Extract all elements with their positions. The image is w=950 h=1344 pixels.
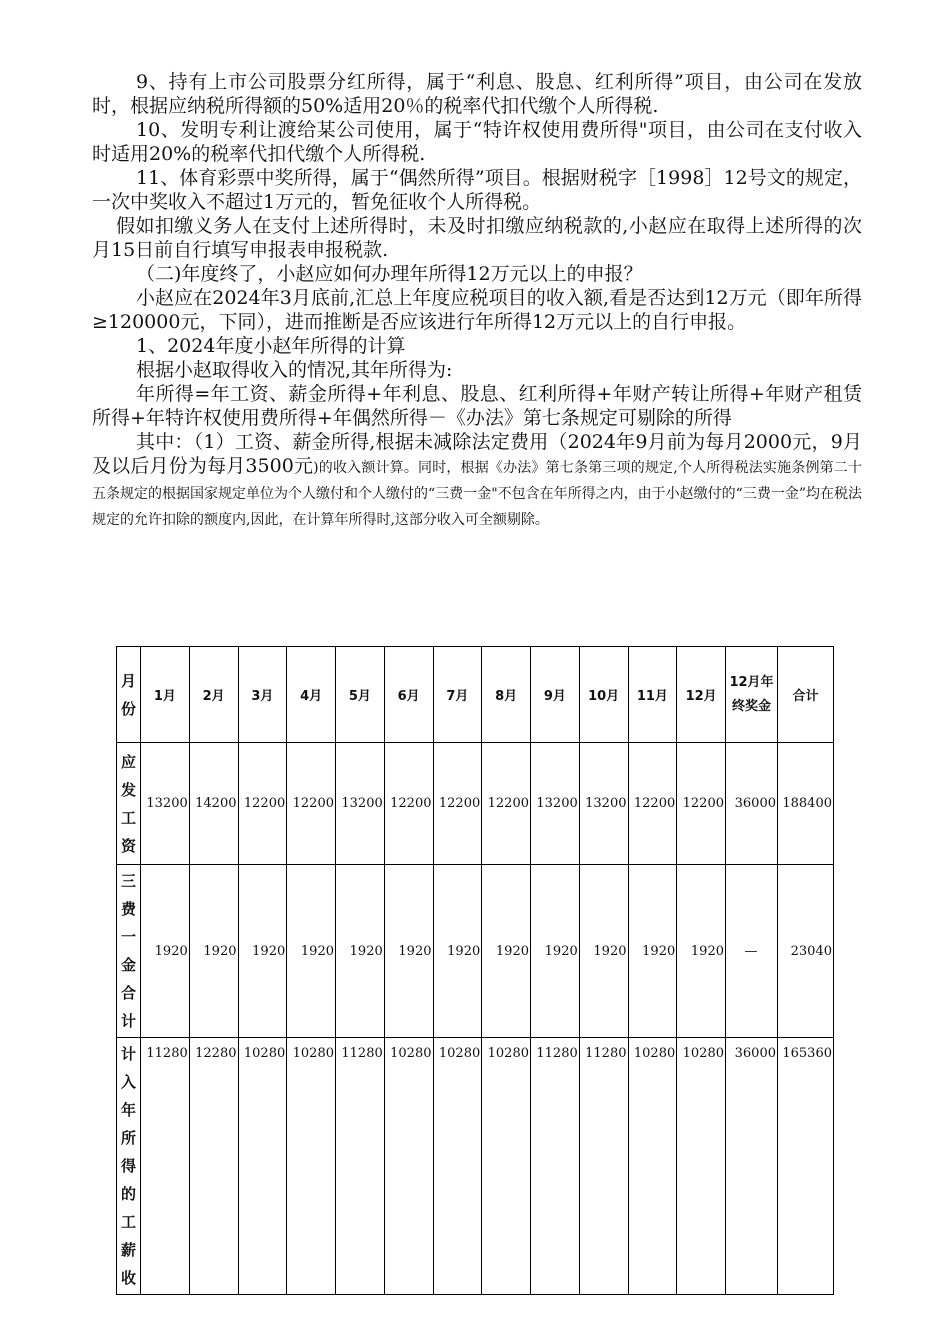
table-cell: 1920 <box>482 865 531 1038</box>
table-cell: 14200 <box>189 743 238 865</box>
table-cell-total: 165360 <box>778 1038 834 1295</box>
table-cell: 12200 <box>433 743 482 865</box>
subheading-annual-income-calc: 1、2024年度小赵年所得的计算 <box>136 335 406 357</box>
table-cell: 1920 <box>141 865 190 1038</box>
table-cell: 12200 <box>384 743 433 865</box>
table-cell: 10280 <box>384 1038 433 1295</box>
table-header-row <box>117 647 834 743</box>
table-cell-total: 23040 <box>778 865 834 1038</box>
table-cell: 13200 <box>336 743 385 865</box>
column-header: 12月 <box>677 647 726 743</box>
table-cell: 1920 <box>628 865 677 1038</box>
table-cell: 10280 <box>287 1038 336 1295</box>
table-cell: — <box>726 865 778 1038</box>
table-cell: 1920 <box>531 865 580 1038</box>
column-header: 10月 <box>579 647 628 743</box>
column-header: 11月 <box>628 647 677 743</box>
table-cell: 13200 <box>141 743 190 865</box>
table-cell: 10280 <box>238 1038 287 1295</box>
table-cell-total: 188400 <box>778 743 834 865</box>
table-cell: 11280 <box>141 1038 190 1295</box>
paragraph-income-intro: 根据小赵取得收入的情况,其年所得为: <box>136 359 453 381</box>
table-cell: 11280 <box>531 1038 580 1295</box>
column-header: 4月 <box>287 647 336 743</box>
table-row-insurance-fund <box>117 865 834 1038</box>
income-table <box>116 646 834 1295</box>
table-corner-header: 月份 <box>117 647 141 743</box>
column-header: 7月 <box>433 647 482 743</box>
paragraph-income-formula: 年所得=年工资、薪金所得+年利息、股息、红利所得+年财产转让所得+年财产租赁所得+年特许权使用费所得+年偶然所得－《办法》第七条规定可剔除的所得 <box>92 383 862 429</box>
table-cell: 12200 <box>287 743 336 865</box>
table-cell: 12200 <box>482 743 531 865</box>
table-cell: 10280 <box>628 1038 677 1295</box>
table-cell: 36000 <box>726 1038 778 1295</box>
paragraph-item-11: 11、体育彩票中奖所得，属于“偶然所得”项目。根据财税字［1998］12号文的规定，一次中奖收入不超过1万元的，暂免征收个人所得税。 <box>92 167 862 213</box>
table-cell: 1920 <box>189 865 238 1038</box>
paragraph-salary-note <box>92 430 862 532</box>
paragraph-item-9: 9、持有上市公司股票分红所得，属于“利息、股息、红利所得”项目，由公司在发放时，根据应纳税所得额的50%适用20％的税率代扣代缴个人所得税. <box>92 71 862 117</box>
row-label: 三费一金合计 <box>117 865 141 1038</box>
table-cell: 12280 <box>189 1038 238 1295</box>
table-cell: 36000 <box>726 743 778 865</box>
paragraph-filing-deadline: 小赵应在2024年3月底前,汇总上年度应税项目的收入额,看是否达到12万元（即年所得≥120000元，下同），进而推断是否应该进行年所得12万元以上的自行申报。 <box>92 287 862 333</box>
table-cell: 13200 <box>531 743 580 865</box>
table-cell: 11280 <box>336 1038 385 1295</box>
table-row-taxable-salary <box>117 1038 834 1295</box>
column-header: 9月 <box>531 647 580 743</box>
table-cell: 1920 <box>287 865 336 1038</box>
section-heading-annual-filing: （二)年度终了，小赵应如何办理年所得12万元以上的申报？ <box>136 263 643 285</box>
table-cell: 1920 <box>677 865 726 1038</box>
table-cell: 1920 <box>336 865 385 1038</box>
paragraph-withholding: 假如扣缴义务人在支付上述所得时，未及时扣缴应纳税款的,小赵应在取得上述所得的次月15日前自行填写申报表申报税款. <box>92 215 862 261</box>
column-header-total: 合计 <box>778 647 834 743</box>
row-label: 应发工资 <box>117 743 141 865</box>
column-header: 8月 <box>482 647 531 743</box>
column-header: 1月 <box>141 647 190 743</box>
table-row-gross-salary <box>117 743 834 865</box>
row-label: 计入年所得的工薪收 <box>117 1038 141 1295</box>
table-cell: 13200 <box>579 743 628 865</box>
column-header: 2月 <box>189 647 238 743</box>
column-header: 6月 <box>384 647 433 743</box>
table-cell: 12200 <box>238 743 287 865</box>
table-cell: 10280 <box>482 1038 531 1295</box>
table-cell: 10280 <box>677 1038 726 1295</box>
table-cell: 1920 <box>433 865 482 1038</box>
table-cell: 12200 <box>677 743 726 865</box>
paragraph-item-10: 10、发明专利让渡给某公司使用，属于“特许权使用费所得"项目，由公司在支付收入时适用20%的税率代扣代缴个人所得税. <box>92 119 862 165</box>
column-header-bonus: 12月年终奖金 <box>726 647 778 743</box>
column-header: 3月 <box>238 647 287 743</box>
table-cell: 1920 <box>579 865 628 1038</box>
table-cell: 1920 <box>238 865 287 1038</box>
salary-note-main: 其中：（1）工资、薪金所得,根据未减除法定费用（2024年9月前为每月2000元，9月及以后月份为每月3500元 <box>92 431 862 477</box>
column-header: 5月 <box>336 647 385 743</box>
table-cell: 11280 <box>579 1038 628 1295</box>
table-cell: 10280 <box>433 1038 482 1295</box>
salary-note-small: )的收入额计算。同时，根据《办法》第七条第三项的规定,个人所得税法实施条例第二十五条规定的根据国家规定单位为个人缴付和个人缴付的“三费一金"不包含在年所得之内，由于小赵缴付的“三费一金”均在税法规定的允许扣除的额度内,因此，在计算年所得时,这部分收入可全额剔除。 <box>92 460 862 528</box>
table-cell: 12200 <box>628 743 677 865</box>
document-body <box>92 70 862 532</box>
table-cell: 1920 <box>384 865 433 1038</box>
